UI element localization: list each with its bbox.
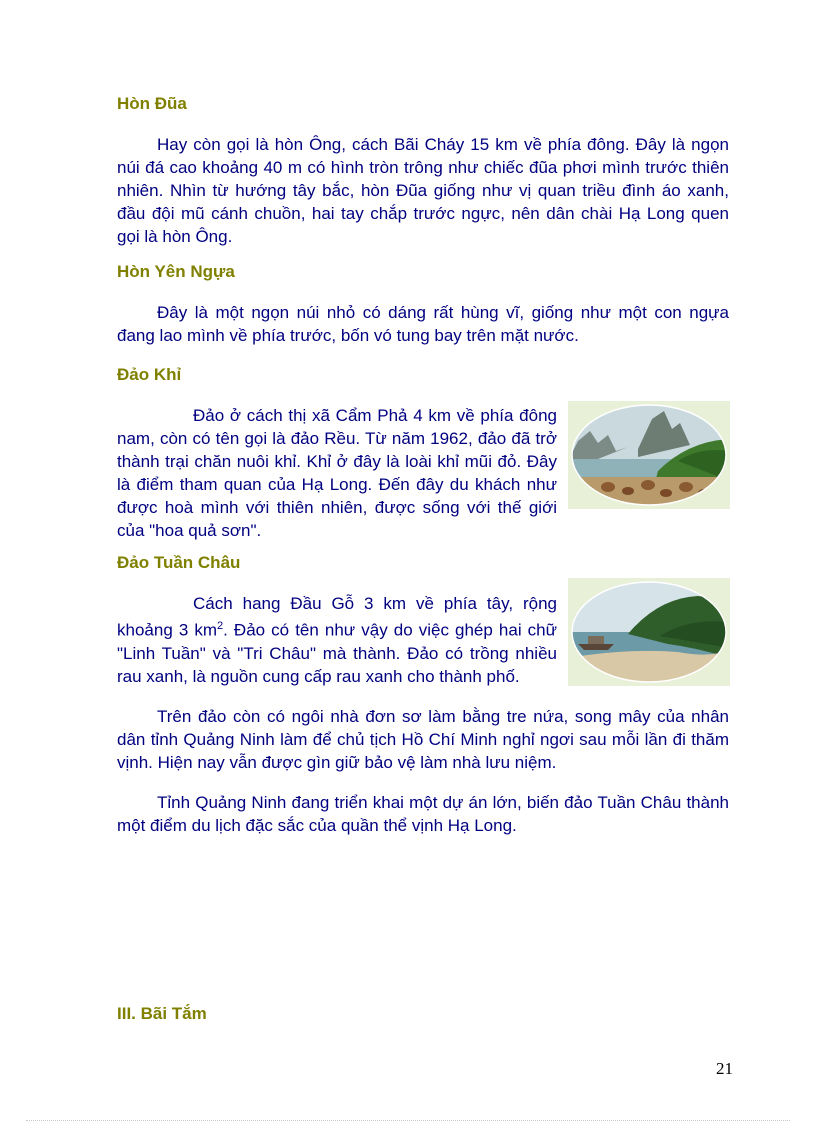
monkey-island-photo: [568, 401, 730, 509]
paragraph-hon-yen-ngua: Đây là một ngọn núi nhỏ có dáng rất hùng vĩ, giống như một con ngựa đang lao mình về phía trước, bốn vó tung bay trên mặt nước.: [117, 303, 729, 345]
paragraph-tuan-chau-project: Tỉnh Quảng Ninh đang triển khai một dự án lớn, biến đảo Tuần Châu thành một điểm du lịch đặc sắc của quần thể vịnh Hạ Long.: [117, 792, 729, 835]
paragraph-dao-tuan-chau-intro: [117, 592, 557, 688]
section-bai-tam: [117, 1002, 729, 1026]
paragraph-tuan-chau-house: Trên đảo còn có ngôi nhà đơn sơ làm bằng tre nứa, song mây của nhân dân tỉnh Quảng Ninh làm để chủ tịch Hồ Chí Minh nghỉ ngơi sau mỗi lần đi thăm vịnh. Hiện nay vẫn được gìn giữ bảo vệ làm nhà lưu niệm.: [117, 706, 729, 772]
paragraph-hon-dua: Hay còn gọi là hòn Ông, cách Bãi Cháy 15 km về phía đông. Đây là ngọn núi đá cao khoảng 40 m có hình tròn trông như chiếc đũa phơi mình trước thiên nhiên. Nhìn từ hướng tây bắc, hòn Đũa giống như vị quan triều đình áo xanh, đầu đội mũ cánh chuồn, hai tay chắp trước ngực, nên dân chài Hạ Long quen gọi là hòn Ông.: [117, 135, 729, 246]
heading-bai-tam: III. Bãi Tắm: [117, 1004, 207, 1023]
text-column-dao-khi: [117, 404, 557, 542]
page-number: 21: [716, 1059, 733, 1078]
intro-text-before: Cách hang Đầu Gỗ 3 km về phía tây, rộng khoảng 3 km: [117, 594, 557, 640]
superscript-2: 2: [217, 620, 224, 632]
heading-hon-dua: Hòn Đũa: [117, 94, 187, 113]
heading-dao-khi: Đảo Khỉ: [117, 365, 182, 384]
section-hon-dua: [117, 92, 729, 248]
intro-text-after: . Đảo có tên như vậy do việc ghép hai chữ "Linh Tuần" và "Tri Châu" mà thành. Đảo có trồng nhiều rau xanh, là nguồn cung cấp rau xanh cho thành phố.: [117, 620, 557, 686]
section-hon-yen-ngua: [117, 260, 729, 347]
text-column-dao-tuan-chau: [117, 592, 557, 688]
footer-divider: [26, 1120, 790, 1121]
tuan-chau-beach-photo: [568, 578, 730, 686]
heading-dao-tuan-chau: Đảo Tuần Châu: [117, 553, 241, 572]
heading-hon-yen-ngua: Hòn Yên Ngựa: [117, 262, 235, 281]
paragraph-dao-khi: Đảo ở cách thị xã Cẩm Phả 4 km về phía đông nam, còn có tên gọi là đảo Rều. Từ năm 1962, đảo đã trở thành trại chăn nuôi khỉ. Khỉ ở đây là loài khỉ mũi đỏ. Đây là điểm tham quan của Hạ Long. Đến đây du khách như được hoà mình với thiên nhiên, được sống với thế giới của "hoa quả sơn".: [117, 406, 557, 540]
